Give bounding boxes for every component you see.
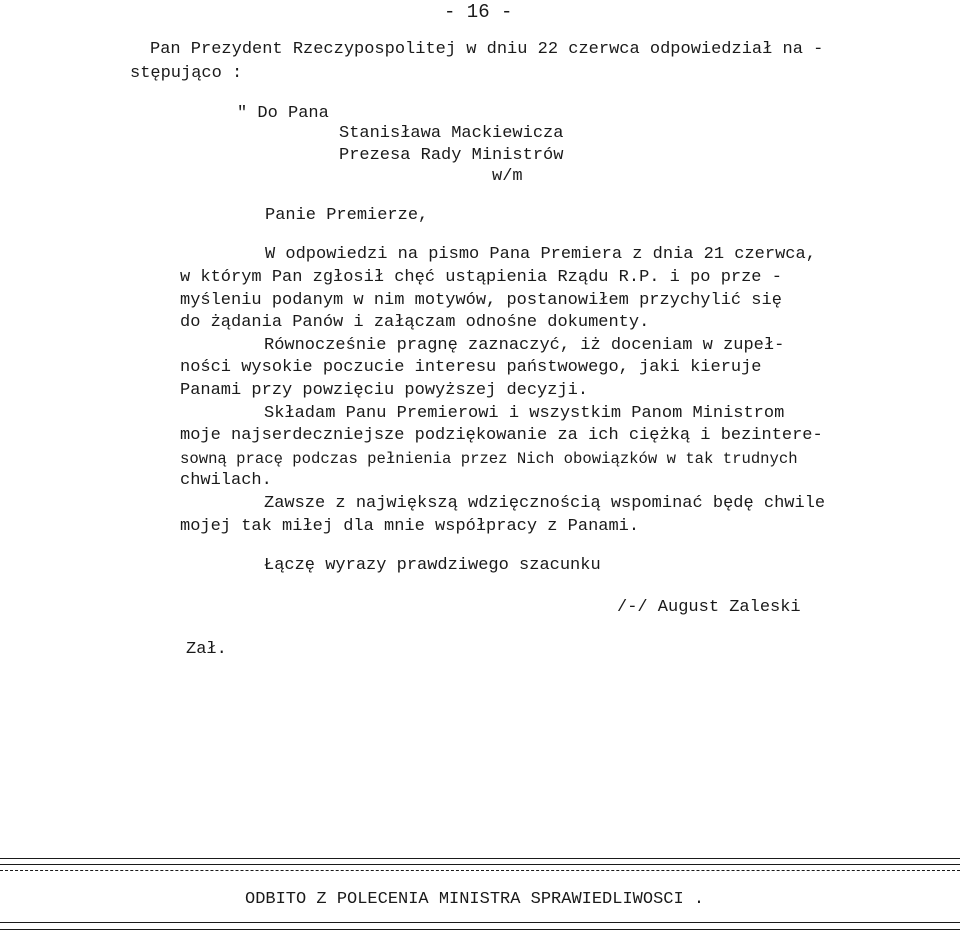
intro-line-1: Pan Prezydent Rzeczypospolitej w dniu 22 czerwca odpowiedział na - (150, 40, 824, 59)
letter-signature: /-/ August Zaleski (617, 598, 801, 617)
body-line: Równocześnie pragnę zaznaczyć, iż doceniam w zupeł- (264, 336, 785, 355)
body-line: Składam Panu Premierowi i wszystkim Panom Ministrom (264, 404, 785, 423)
letter-closing: Łączę wyrazy prawdziwego szacunku (264, 556, 601, 575)
addressee-name: Stanisława Mackiewicza (339, 124, 564, 143)
body-line: moje najserdeczniejsze podziękowanie za ich ciężką i bezintere- (180, 426, 823, 445)
body-line: ności wysokie poczucie interesu państwowego, jaki kieruje (180, 358, 762, 377)
body-line: myśleniu podanym w nim motywów, postanowiłem przychylić się (180, 291, 782, 310)
divider-rule (0, 922, 960, 923)
body-line: Zawsze z największą wdzięcznością wspominać będę chwile (264, 494, 826, 513)
body-line: Panami przy powzięciu powyższej decyzji. (180, 381, 589, 400)
body-line: chwilach. (180, 471, 272, 490)
letter-salutation: " Do Pana (237, 104, 329, 123)
enclosure-mark: Zał. (186, 640, 227, 659)
divider-rule (0, 929, 960, 930)
body-line: w którym Pan zgłosił chęć ustąpienia Rządu R.P. i po prze - (180, 268, 782, 287)
intro-line-2: stępująco : (130, 64, 243, 83)
body-line: do żądania Panów i załączam odnośne dokumenty. (180, 313, 650, 332)
letter-greeting: Panie Premierze, (265, 206, 429, 225)
divider-rule (0, 858, 960, 859)
footer-note: ODBITO Z POLECENIA MINISTRA SPRAWIEDLIWOSCI . (245, 890, 705, 909)
body-line: mojej tak miłej dla mnie współpracy z Panami. (180, 517, 640, 536)
page-number: - 16 - (444, 1, 513, 23)
body-line: sowną pracę podczas pełnienia przez Nich obowiązków w tak trudnych (180, 450, 798, 468)
addressee-location: w/m (492, 167, 523, 186)
divider-rule (0, 864, 960, 865)
divider-rule (0, 870, 960, 871)
body-line: W odpowiedzi na pismo Pana Premiera z dnia 21 czerwca, (265, 245, 816, 264)
addressee-title: Prezesa Rady Ministrów (339, 146, 564, 165)
